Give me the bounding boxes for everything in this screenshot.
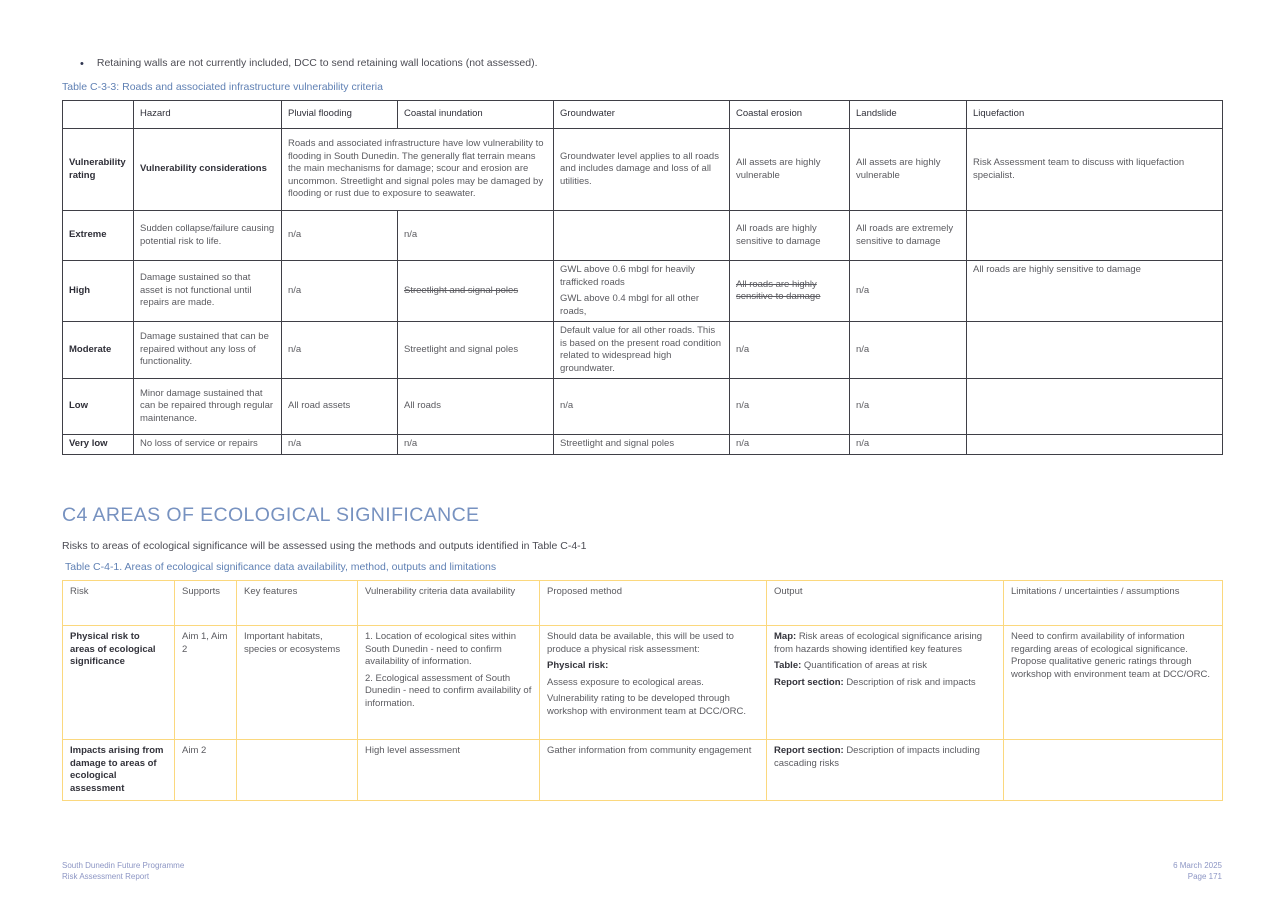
table-row — [63, 626, 1223, 740]
column-header: Vulnerability criteria data availability — [358, 581, 540, 626]
cell-paragraph: All assets are highly vulnerable — [736, 156, 821, 181]
column-header: Limitations / uncertainties / assumptions — [1004, 581, 1223, 626]
cell-paragraph: All roads — [404, 400, 441, 412]
table-cell — [63, 211, 134, 261]
cell-paragraph: All road assets — [288, 400, 351, 412]
bullet-icon: • — [80, 58, 84, 70]
cell-paragraph: Streetlight and signal poles — [560, 438, 675, 450]
cell-text: Table: — [774, 660, 804, 672]
cell-paragraph: No loss of service or repairs — [140, 438, 258, 450]
cell-paragraph: n/a — [560, 400, 574, 412]
table-cell — [967, 129, 1223, 211]
cell-paragraph: Roads and associated infrastructure have low vulnerability to flooding in South Dunedin. The generally flat terrain means the main mechanisms for damage; scour and erosion are uncommon. Streetlight and signal poles may be damaged by flooding or rust due to exposure to seawater. — [288, 138, 544, 200]
column-header: Hazard — [134, 101, 282, 129]
cell-paragraph — [736, 279, 843, 304]
footer-page-number: Page 171 — [1187, 871, 1222, 881]
table-cell — [398, 211, 554, 261]
cell-paragraph: n/a — [736, 438, 750, 450]
cell-text: Report section: — [774, 745, 847, 756]
table-cell — [398, 379, 554, 435]
footer-date: 6 March 2025 — [1173, 861, 1222, 870]
column-header: Coastal erosion — [730, 101, 850, 129]
table-cell — [850, 435, 967, 455]
column-header — [63, 101, 134, 129]
column-header: Landslide — [850, 101, 967, 129]
cell-text: All roads are highly sensitive to damage — [736, 278, 821, 303]
table-cell — [967, 379, 1223, 435]
table-cell — [398, 261, 554, 322]
table-cell — [398, 435, 554, 455]
table-cell — [730, 211, 850, 261]
cell-paragraph: Streetlight and signal poles — [404, 343, 519, 355]
footer-programme: South Dunedin Future Programme — [62, 861, 185, 870]
table-row — [63, 379, 1223, 435]
cell-text: Physical risk: — [547, 660, 609, 672]
cell-paragraph — [70, 745, 167, 795]
table-cell — [850, 211, 967, 261]
cell-paragraph: 2. Ecological assessment of South Dunedin - need to confirm availability of information. — [365, 672, 532, 709]
cell-paragraph: Sudden collapse/failure causing potential risk to life. — [140, 222, 275, 247]
table-cell — [850, 322, 967, 379]
table-cell — [554, 211, 730, 261]
cell-paragraph: Need to confirm availability of information regarding areas of ecological significance. Propose qualitative generic ratings through workshop with environment team at DCC/ORC. — [1011, 631, 1211, 680]
table-c41-caption: Table C-4-1. Areas of ecological significance data availability, method, outputs and limitations — [65, 561, 497, 573]
cell-paragraph: Default value for all other roads. This is based on the present road condition related to widespread high groundwater. — [560, 325, 722, 374]
table-cell — [1004, 626, 1223, 740]
column-header: Risk — [63, 581, 175, 626]
table-cell — [175, 626, 237, 740]
table-cell — [967, 322, 1223, 379]
table-cell — [282, 435, 398, 455]
cell-paragraph — [774, 745, 996, 770]
cell-paragraph: Very low — [69, 438, 108, 450]
cell-paragraph — [774, 631, 996, 656]
cell-text: Vulnerability considerations — [140, 163, 267, 175]
table-cell — [63, 626, 175, 740]
cell-paragraph: Risk Assessment team to discuss with liquefaction specialist. — [973, 156, 1185, 181]
table-row — [63, 740, 1223, 801]
table-cell — [134, 261, 282, 322]
cell-paragraph: Groundwater level applies to all roads and includes damage and loss of all utilities. — [560, 150, 719, 187]
cell-paragraph: n/a — [736, 343, 750, 355]
table-cell — [134, 379, 282, 435]
bullet-item — [80, 57, 538, 71]
section-heading-c4: C4 AREAS OF ECOLOGICAL SIGNIFICANCE — [62, 504, 480, 526]
bullet-text: Retaining walls are not currently included, DCC to send retaining wall locations (not assessed). — [96, 57, 538, 69]
cell-paragraph: n/a — [856, 284, 870, 296]
cell-paragraph: Aim 2 — [182, 745, 207, 756]
column-header: Coastal inundation — [398, 101, 554, 129]
cell-paragraph: GWL above 0.4 mbgl for all other roads, — [560, 293, 700, 317]
footer-report: Risk Assessment Report — [62, 871, 150, 881]
table-cell — [63, 129, 134, 211]
cell-paragraph: Vulnerability rating to be developed through workshop with environment team at DCC/ORC. — [547, 693, 747, 717]
table-cell — [358, 740, 540, 801]
table-cell — [730, 129, 850, 211]
cell-paragraph: GWL above 0.6 mbgl for heavily trafficked roads — [560, 264, 695, 288]
table-cell — [63, 435, 134, 455]
cell-paragraph: Important habitats, species or ecosystems — [244, 631, 341, 655]
cell-paragraph — [774, 677, 996, 690]
table-cell — [282, 129, 554, 211]
cell-paragraph — [70, 631, 167, 669]
column-header: Groundwater — [554, 101, 730, 129]
cell-text: Impacts arising from damage to areas of ecological assessment — [70, 745, 164, 794]
cell-paragraph: n/a — [404, 438, 418, 450]
cell-paragraph: n/a — [288, 438, 302, 450]
table-cell — [134, 435, 282, 455]
cell-paragraph — [404, 285, 547, 298]
footer-left — [62, 861, 184, 883]
cell-paragraph: n/a — [288, 229, 302, 241]
table-header-row — [63, 581, 1223, 626]
cell-text: Risk areas of ecological significance arising from hazards showing identified key features — [774, 631, 983, 655]
table-cell — [63, 379, 134, 435]
cell-paragraph: Low — [69, 400, 88, 412]
table-cell — [398, 322, 554, 379]
table-row — [63, 211, 1223, 261]
table-row — [63, 322, 1223, 379]
cell-paragraph: Damage sustained so that asset is not functional until repairs are made. — [140, 272, 252, 309]
table-cell — [134, 322, 282, 379]
table-cell — [282, 211, 398, 261]
table-cell — [63, 740, 175, 801]
cell-paragraph: n/a — [736, 400, 750, 412]
table-cell — [175, 740, 237, 801]
cell-paragraph: Minor damage sustained that can be repaired through regular maintenance. — [140, 387, 274, 425]
cell-text: Streetlight and signal poles — [404, 284, 519, 296]
cell-paragraph: 1. Location of ecological sites within South Dunedin - need to confirm availability of information. — [365, 631, 517, 668]
cell-text: Quantification of areas at risk — [803, 660, 927, 672]
cell-paragraph: All roads are extremely sensitive to damage — [856, 222, 954, 247]
table-cell — [282, 261, 398, 322]
cell-text: Report section: — [774, 676, 847, 688]
cell-paragraph: n/a — [404, 229, 418, 241]
table-cell — [63, 322, 134, 379]
table-row — [63, 435, 1223, 455]
cell-paragraph: High level assessment — [365, 745, 461, 756]
table-cell — [967, 435, 1223, 455]
cell-paragraph — [547, 660, 759, 673]
cell-paragraph: n/a — [288, 343, 302, 355]
table-cell — [134, 129, 282, 211]
column-header: Output — [767, 581, 1004, 626]
cell-paragraph: Should data be available, this will be used to produce a physical risk assessment: — [547, 631, 734, 655]
cell-paragraph: Moderate — [69, 343, 112, 355]
cell-paragraph: All roads are highly sensitive to damage — [736, 222, 821, 247]
cell-text: Description of impacts including cascading risks — [774, 745, 980, 769]
table-header-row — [63, 101, 1223, 129]
cell-paragraph: High — [69, 284, 91, 296]
table-cell — [967, 261, 1223, 322]
table-cell — [282, 379, 398, 435]
table-cell — [730, 435, 850, 455]
table-cell — [554, 322, 730, 379]
column-header: Pluvial flooding — [282, 101, 398, 129]
table-cell — [554, 261, 730, 322]
table-cell — [237, 626, 358, 740]
cell-paragraph: n/a — [856, 400, 870, 412]
cell-paragraph — [140, 163, 275, 176]
table-cell — [358, 626, 540, 740]
table-cell — [554, 129, 730, 211]
table-cell — [730, 379, 850, 435]
column-header: Key features — [237, 581, 358, 626]
cell-paragraph: All assets are highly vulnerable — [856, 156, 941, 181]
cell-paragraph — [774, 660, 996, 673]
table-cell — [967, 211, 1223, 261]
table-cell — [767, 740, 1004, 801]
cell-paragraph: All roads are highly sensitive to damage — [973, 264, 1141, 275]
table-row — [63, 261, 1223, 322]
table-cell — [730, 261, 850, 322]
cell-text: Physical risk to areas of ecological significance — [70, 631, 156, 668]
column-header: Liquefaction — [967, 101, 1223, 129]
cell-paragraph: n/a — [288, 284, 302, 296]
table-cell — [767, 626, 1004, 740]
cell-paragraph: n/a — [856, 438, 870, 450]
ecological-significance-table — [62, 580, 1223, 801]
table-cell — [730, 322, 850, 379]
cell-paragraph: Aim 1, Aim 2 — [182, 631, 228, 655]
cell-paragraph: n/a — [856, 343, 870, 355]
cell-paragraph: Gather information from community engagement — [547, 745, 752, 756]
table-cell — [554, 435, 730, 455]
table-cell — [63, 261, 134, 322]
section-intro-paragraph: Risks to areas of ecological significance will be assessed using the methods and outputs identified in Table C-4-1 — [62, 540, 587, 552]
table-c33-caption: Table C-3-3: Roads and associated infrastructure vulnerability criteria — [62, 81, 383, 93]
table-cell — [237, 740, 358, 801]
cell-text: Map: — [774, 631, 799, 642]
table-cell — [554, 379, 730, 435]
table-cell — [282, 322, 398, 379]
cell-text: Description of risk and impacts — [846, 676, 976, 688]
table-cell — [540, 740, 767, 801]
table-cell — [850, 261, 967, 322]
table-row — [63, 129, 1223, 211]
cell-paragraph: Damage sustained that can be repaired without any loss of functionality. — [140, 331, 269, 368]
vulnerability-criteria-table — [62, 100, 1223, 455]
table-cell — [540, 626, 767, 740]
table-cell — [1004, 740, 1223, 801]
footer-right — [1173, 861, 1222, 883]
cell-paragraph: Assess exposure to ecological areas. — [547, 676, 704, 688]
table-cell — [134, 211, 282, 261]
column-header: Supports — [175, 581, 237, 626]
cell-paragraph: Extreme — [69, 229, 107, 241]
column-header: Proposed method — [540, 581, 767, 626]
table-cell — [850, 379, 967, 435]
table-cell — [850, 129, 967, 211]
cell-paragraph: Vulnerability rating — [69, 156, 126, 181]
